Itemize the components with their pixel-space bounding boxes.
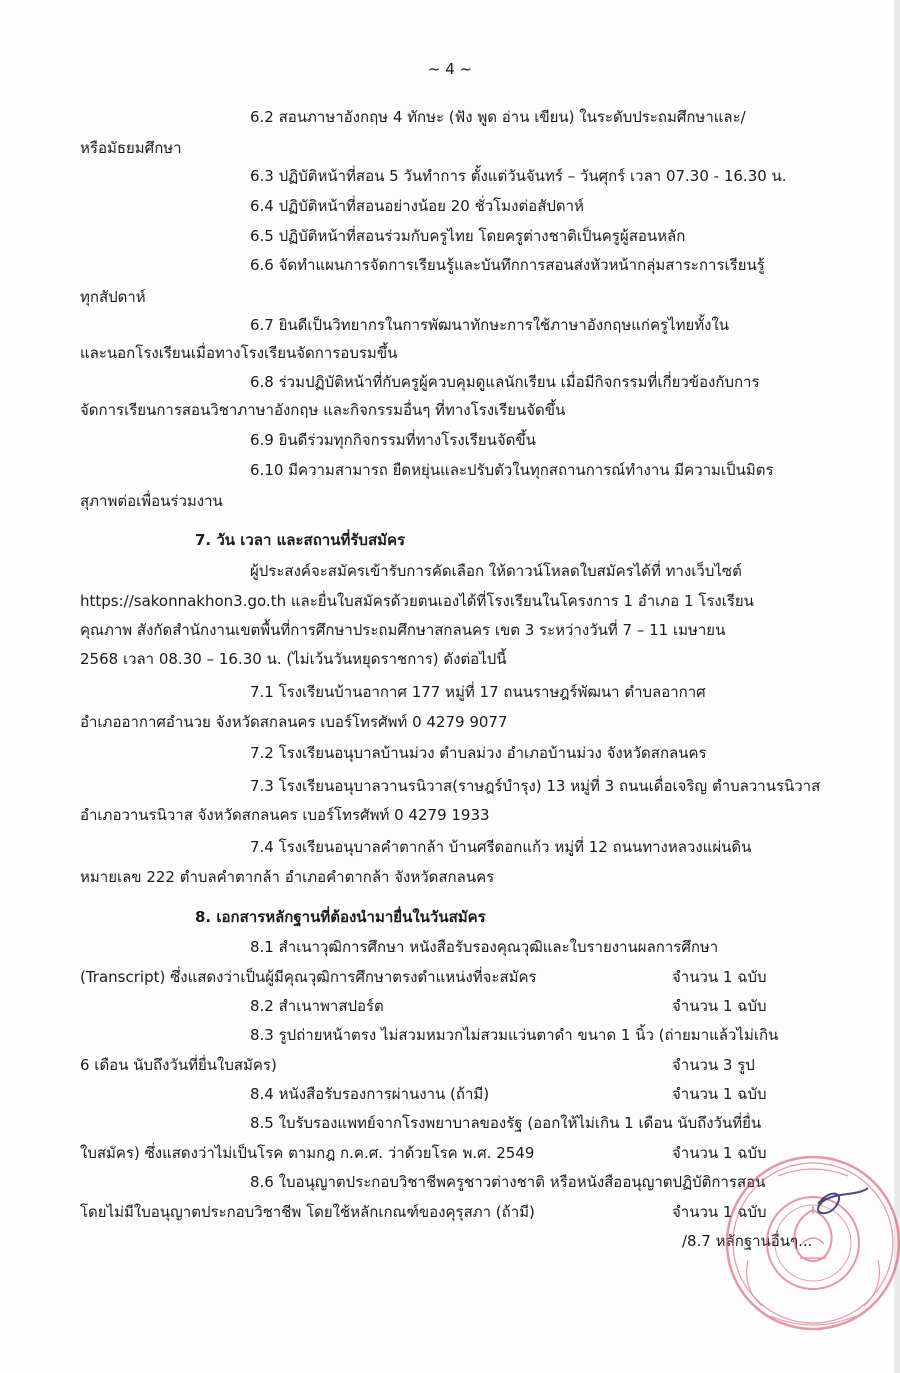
list-item: 7.3 โรงเรียนอนุบาลวานรนิวาส(ราษฎร์บำรุง) 13 หมู่ที่ 3 ถนนเดื่อเจริญ ตำบลวานรนิวาส xyxy=(250,777,821,795)
list-item-continuation: สุภาพต่อเพื่อนร่วมงาน xyxy=(80,492,223,510)
list-item-continuation: หมายเลข 222 ตำบลคำตากล้า อำเภอคำตากล้า จังหวัดสกลนคร xyxy=(80,868,495,886)
list-item-continuation: อำเภอวานรนิวาส จังหวัดสกลนคร เบอร์โทรศัพท์ 0 4279 1933 xyxy=(80,806,490,824)
page-number: ~ 4 ~ xyxy=(427,60,473,78)
list-item-continuation: 6 เดือน นับถึงวันที่ยื่นใบสมัคร) xyxy=(80,1056,277,1074)
list-item: 6.3 ปฏิบัติหน้าที่สอน 5 วันทำการ ตั้งแต่วันจันทร์ – วันศุกร์ เวลา 07.30 - 16.30 น. xyxy=(250,167,787,185)
official-seal-stamp xyxy=(718,1148,900,1338)
list-item: 8.4 หนังสือรับรองการผ่านงาน (ถ้ามี) xyxy=(250,1085,490,1103)
list-item-continuation: โดยไม่มีใบอนุญาตประกอบวิชาชีพ โดยใช้หลักเกณฑ์ของคุรุสภา (ถ้ามี) xyxy=(80,1203,535,1221)
paragraph-line: คุณภาพ สังกัดสำนักงานเขตพื้นที่การศึกษาประถมศึกษาสกลนคร เขต 3 ระหว่างวันที่ 7 – 11 เมษายน xyxy=(80,621,726,639)
list-item-continuation: อำเภออากาศอำนวย จังหวัดสกลนคร เบอร์โทรศัพท์ 0 4279 9077 xyxy=(80,713,508,731)
section-7-heading: 7. วัน เวลา และสถานที่รับสมัคร xyxy=(195,531,406,549)
paragraph-line: ผู้ประสงค์จะสมัครเข้ารับการคัดเลือก ให้ดาวน์โหลดใบสมัครได้ที่ ทางเว็บไซต์ xyxy=(250,562,742,580)
list-item: 6.6 จัดทำแผนการจัดการเรียนรู้และบันทึกการสอนส่งหัวหน้ากลุ่มสาระการเรียนรู้ xyxy=(250,256,765,274)
amount: จำนวน 1 ฉบับ xyxy=(672,997,767,1015)
list-item: 6.10 มีความสามารถ ยืดหยุ่นและปรับตัวในทุกสถานการณ์ทำงาน มีความเป็นมิตร xyxy=(250,461,774,479)
amount: จำนวน 1 ฉบับ xyxy=(672,1144,767,1162)
continuation-note: /8.7 หลักฐานอื่นๆ... xyxy=(682,1232,813,1250)
list-item: 6.9 ยินดีร่วมทุกกิจกรรมที่ทางโรงเรียนจัดขึ้น xyxy=(250,431,536,449)
list-item: 6.2 สอนภาษาอังกฤษ 4 ทักษะ (ฟัง พูด อ่าน เขียน) ในระดับประถมศึกษาและ/ xyxy=(250,108,746,126)
list-item-continuation: จัดการเรียนการสอนวิชาภาษาอังกฤษ และกิจกรรมอื่นๆ ที่ทางโรงเรียนจัดขึ้น xyxy=(80,401,566,419)
paragraph-line: https://sakonnakhon3.go.th และยื่นใบสมัครด้วยตนเองได้ที่โรงเรียนในโครงการ 1 อำเภอ 1 โรงเรียน xyxy=(80,592,754,610)
amount: จำนวน 1 ฉบับ xyxy=(672,1203,767,1221)
list-item-continuation: และนอกโรงเรียนเมื่อทางโรงเรียนจัดการอบรมขึ้น xyxy=(80,344,398,362)
list-item: 8.2 สำเนาพาสปอร์ต xyxy=(250,997,384,1015)
list-item-continuation: หรือมัธยมศึกษา xyxy=(80,139,182,157)
list-item: 7.4 โรงเรียนอนุบาลคำตากล้า บ้านศรีดอกแก้ว หมู่ที่ 12 ถนนทางหลวงแผ่นดิน xyxy=(250,838,752,856)
list-item-continuation: ทุกสัปดาห์ xyxy=(80,288,146,306)
list-item: 6.5 ปฏิบัติหน้าที่สอนร่วมกับครูไทย โดยครูต่างชาติเป็นครูผู้สอนหลัก xyxy=(250,227,686,245)
list-item-continuation: (Transcript) ซึ่งแสดงว่าเป็นผู้มีคุณวุฒิการศึกษาตรงตำแหน่งที่จะสมัคร xyxy=(80,968,537,986)
paragraph-line: 2568 เวลา 08.30 – 16.30 น. (ไม่เว้นวันหยุดราชการ) ดังต่อไปนี้ xyxy=(80,650,507,668)
section-8-heading: 8. เอกสารหลักฐานที่ต้องนำมายื่นในวันสมัคร xyxy=(195,908,486,926)
list-item: 8.6 ใบอนุญาตประกอบวิชาชีพครูชาวต่างชาติ หรือหนังสืออนุญาตปฏิบัติการสอน xyxy=(250,1173,766,1191)
list-item: 8.1 สำเนาวุฒิการศึกษา หนังสือรับรองคุณวุฒิและใบรายงานผลการศึกษา xyxy=(250,938,719,956)
amount: จำนวน 3 รูป xyxy=(672,1056,755,1074)
list-item: 8.3 รูปถ่ายหน้าตรง ไม่สวมหมวกไม่สวมแว่นตาดำ ขนาด 1 นิ้ว (ถ่ายมาแล้วไม่เกิน xyxy=(250,1026,779,1044)
list-item: 7.2 โรงเรียนอนุบาลบ้านม่วง ตำบลม่วง อำเภอบ้านม่วง จังหวัดสกลนคร xyxy=(250,744,707,762)
list-item: 8.5 ใบรับรองแพทย์จากโรงพยาบาลของรัฐ (ออกให้ไม่เกิน 1 เดือน นับถึงวันที่ยื่น xyxy=(250,1114,762,1132)
amount: จำนวน 1 ฉบับ xyxy=(672,968,767,986)
list-item-continuation: ใบสมัคร) ซึ่งแสดงว่าไม่เป็นโรค ตามกฎ ก.ค.ศ. ว่าด้วยโรค พ.ศ. 2549 xyxy=(80,1144,535,1162)
list-item: 7.1 โรงเรียนบ้านอากาศ 177 หมู่ที่ 17 ถนนราษฎร์พัฒนา ตำบลอากาศ xyxy=(250,683,706,701)
list-item: 6.8 ร่วมปฏิบัติหน้าที่กับครูผู้ควบคุมดูแลนักเรียน เมื่อมีกิจกรรมที่เกี่ยวข้องกับการ xyxy=(250,373,760,391)
list-item: 6.7 ยินดีเป็นวิทยากรในการพัฒนาทักษะการใช้ภาษาอังกฤษแก่ครูไทยทั้งใน xyxy=(250,316,730,334)
list-item: 6.4 ปฏิบัติหน้าที่สอนอย่างน้อย 20 ชั่วโมงต่อสัปดาห์ xyxy=(250,197,584,215)
signature xyxy=(818,1188,868,1213)
amount: จำนวน 1 ฉบับ xyxy=(672,1085,767,1103)
